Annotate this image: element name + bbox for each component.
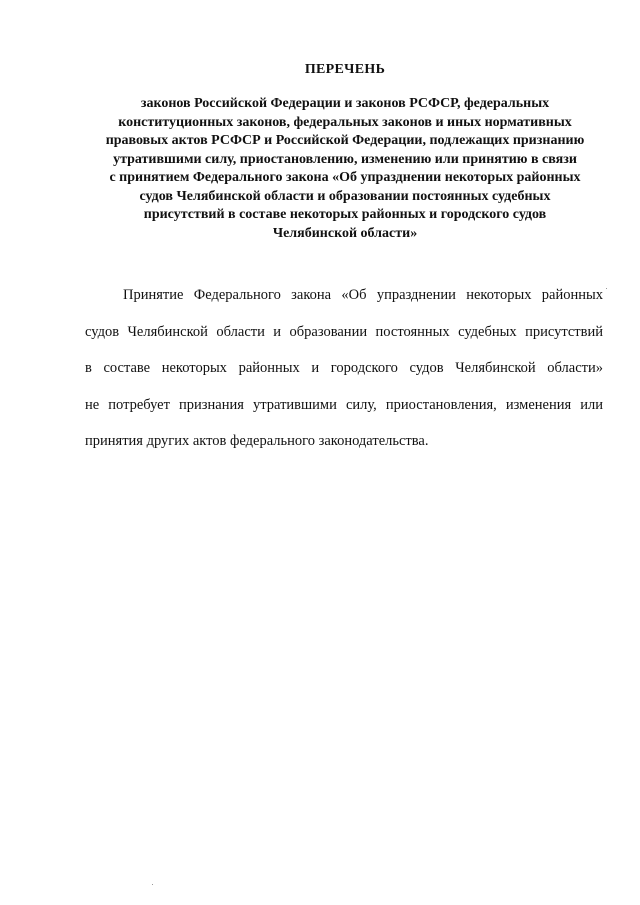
document-body-paragraph <box>85 285 603 468</box>
body-line: принятия других актов федерального законодательства. <box>85 433 429 449</box>
body-line: не потребует признания утратившими силу, приостановления, изменения или <box>85 396 603 413</box>
heading-line: конституционных законов, федеральных законов и иных нормативных <box>118 114 572 130</box>
heading-line: законов Российской Федерации и законов РСФСР, федеральных <box>140 96 550 111</box>
heading-line: присутствий в составе некоторых районных и городского судов <box>143 207 547 222</box>
heading-line: утратившими силу, приостановлению, изменению или принятию в связи <box>113 151 577 167</box>
heading-line: правовых актов РСФСР и Российской Федерации, подлежащих признанию <box>105 133 585 148</box>
scan-speck <box>606 288 607 289</box>
document-title: ПЕРЕЧЕНЬ <box>304 62 386 77</box>
document-heading <box>85 95 605 243</box>
heading-line: с принятием Федерального закона «Об упразднении некоторых районных <box>109 170 581 185</box>
body-line: Принятие Федерального закона «Об упразднении некоторых районных <box>123 287 603 303</box>
body-line: в составе некоторых районных и городского судов Челябинской области» <box>85 360 603 376</box>
heading-line: судов Челябинской области и образовании постоянных судебных <box>139 188 551 204</box>
scan-speck <box>152 884 153 885</box>
heading-line: Челябинской области» <box>272 225 418 241</box>
body-line: судов Челябинской области и образовании постоянных судебных присутствий <box>85 323 603 340</box>
